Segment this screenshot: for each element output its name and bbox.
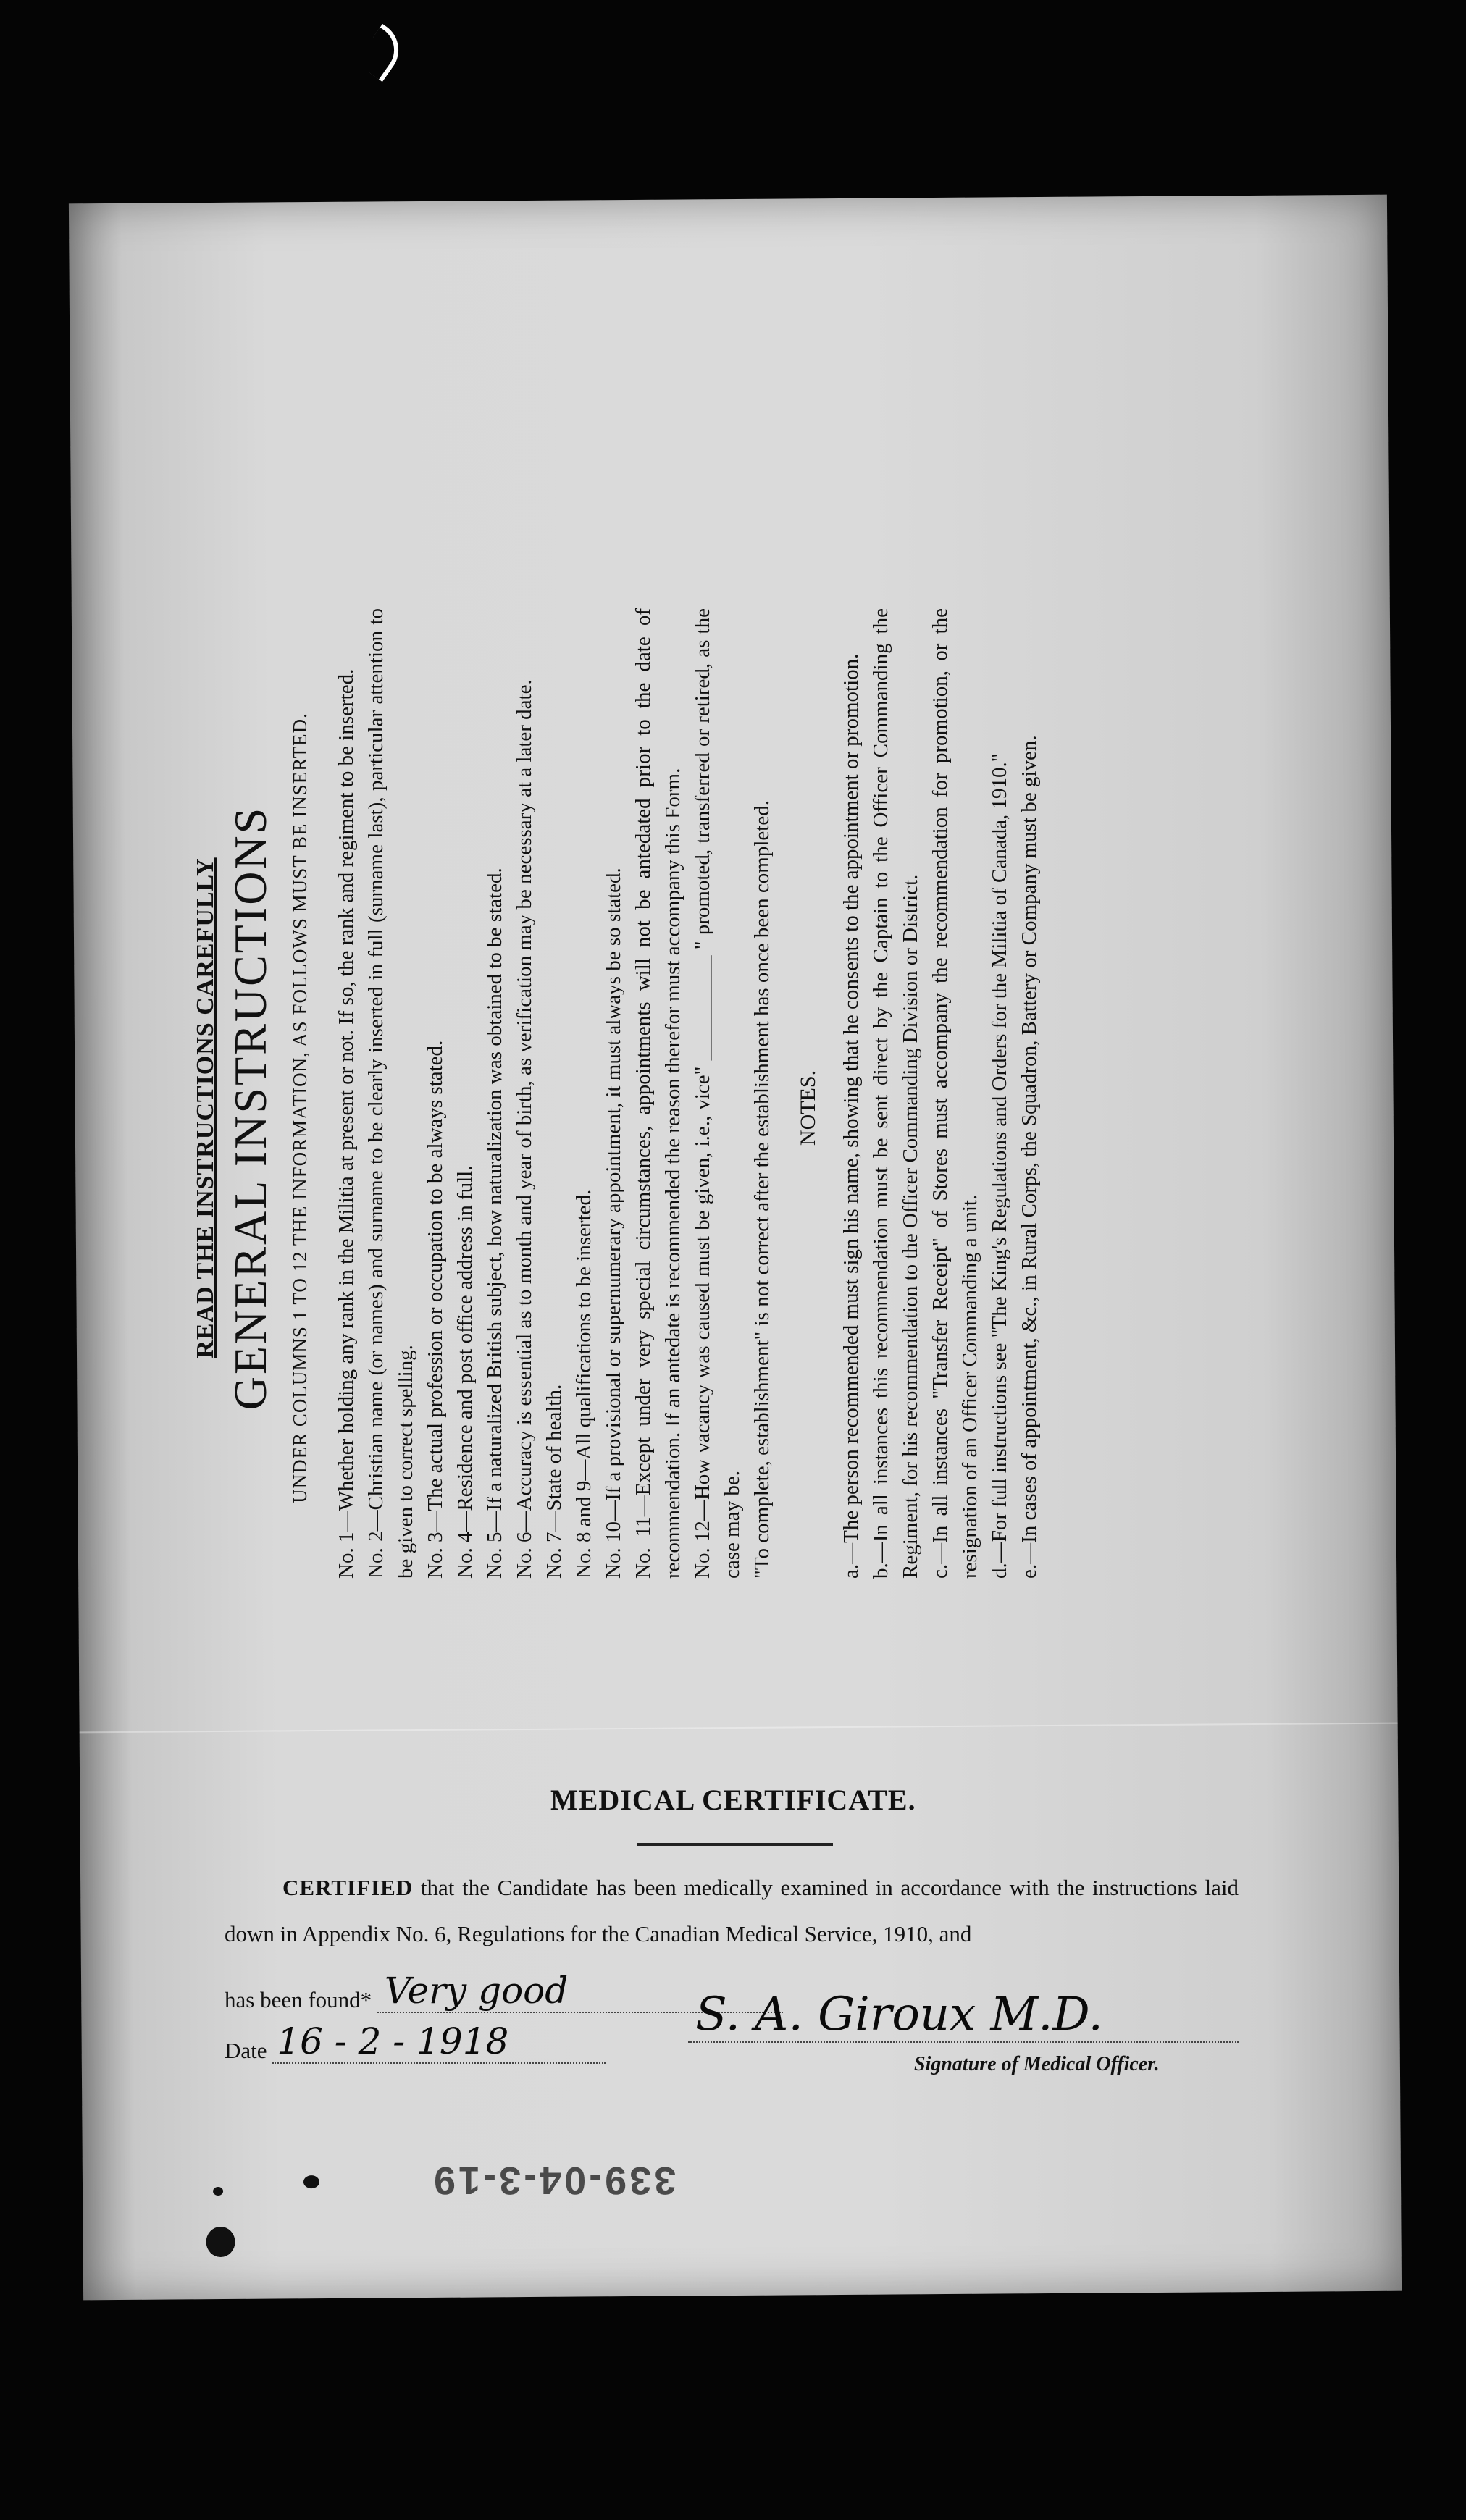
note-item: b.—In all instances this recommendation must be sent direct by the Captain to the Officer Commanding the Regiment, for his recommendation to the Officer Commanding Division or District. [869, 608, 922, 1579]
signature-label: Signature of Medical Officer. [914, 2053, 1160, 2075]
note-item: e.—In cases of appointment, &c., in Rural Corps, the Squadron, Battery or Company must be given. [1018, 735, 1041, 1579]
instruction-item: No. 5—If a naturalized British subject, how naturalization was obtained to be stated. [483, 868, 506, 1579]
note-item: c.—In all instances "Transfer Receipt" of Stores must accompany the recommendation for promotion, or the resignation of an Officer Commanding a unit. [929, 608, 981, 1579]
date-line [225, 2020, 606, 2064]
certificate-text [225, 1865, 1239, 1957]
date-label: Date [225, 2038, 267, 2063]
date-value: 16 - 2 - 1918 [277, 2020, 509, 2062]
medical-certificate-title: MEDICAL CERTIFICATE. [550, 1784, 916, 1816]
corner-mark [355, 24, 410, 82]
medical-officer-signature: S. A. Giroux M.D. [695, 1988, 1103, 2041]
instruction-item: No. 10—If a provisional or supernumerary appointment, it must always be so stated. [602, 868, 625, 1579]
instruction-item: No. 11—Except under very special circumstances, appointments will not be antedated prior to the date of recommendation. If an antedate is recommended the reason therefor must accompany this Form. [632, 608, 684, 1579]
found-value: Very good [384, 1970, 569, 2012]
ink-spot [303, 2175, 319, 2188]
instruction-item: "To complete, establishment" is not correct after the establishment has once been completed. [750, 800, 774, 1579]
instruction-item: No. 2—Christian name (or names) and surname to be clearly inserted in full (surname last), particular attention to be given to correct spelling. [364, 608, 417, 1579]
note-item: d.—For full instructions see "The King's Regulations and Orders for the Militia of Canada, 1910." [988, 753, 1011, 1579]
general-instructions [192, 608, 1206, 1608]
instruction-item: No. 1—Whether holding any rank in the Militia at present or not. If so, the rank and regiment to be inserted. [335, 668, 358, 1579]
note-item: a.—The person recommended must sign his name, showing that he consents to the appointment or promotion. [839, 653, 863, 1579]
date-field [272, 2020, 606, 2064]
notes-heading: NOTES. [796, 1070, 820, 1146]
fold-line [80, 1723, 1398, 1734]
instruction-item: No. 7—State of health. [543, 1384, 566, 1579]
instruction-item: No. 3—The actual profession or occupation to be always stated. [424, 1040, 447, 1579]
instruction-item: No. 6—Accuracy is essential as to month and year of birth, as verification may be necessary at a later date. [513, 679, 536, 1579]
signature-line [688, 1988, 1239, 2043]
ink-blot [206, 2227, 235, 2257]
ink-spot [213, 2187, 223, 2196]
general-instructions-title: GENERAL INSTRUCTIONS [225, 805, 276, 1411]
title-underline [637, 1843, 833, 1846]
certified-word: CERTIFIED [282, 1875, 414, 1900]
instruction-item: No. 4—Residence and post office address in full. [453, 1165, 477, 1579]
instruction-item: No. 8 and 9—All qualifications to be inserted. [572, 1189, 595, 1579]
under-columns-note: UNDER COLUMNS 1 TO 12 THE INFORMATION, AS FOLLOWS MUST BE INSERTED. [289, 713, 311, 1503]
read-carefully-heading: READ THE INSTRUCTIONS CAREFULLY [192, 857, 219, 1358]
instruction-item: No. 12—How vacancy was caused must be given, i.e., vice" __________ " promoted, transferred or retired, as the case may be. [691, 608, 744, 1579]
archive-stamp: 339-04-3-19 [431, 2159, 677, 2202]
certificate-body: that the Candidate has been medically examined in accordance with the instructions laid down in Appendix No. 6, Regulations for the Canadian Medical Service, 1910, and [225, 1875, 1239, 1946]
found-label: has been found* [225, 1987, 372, 2012]
